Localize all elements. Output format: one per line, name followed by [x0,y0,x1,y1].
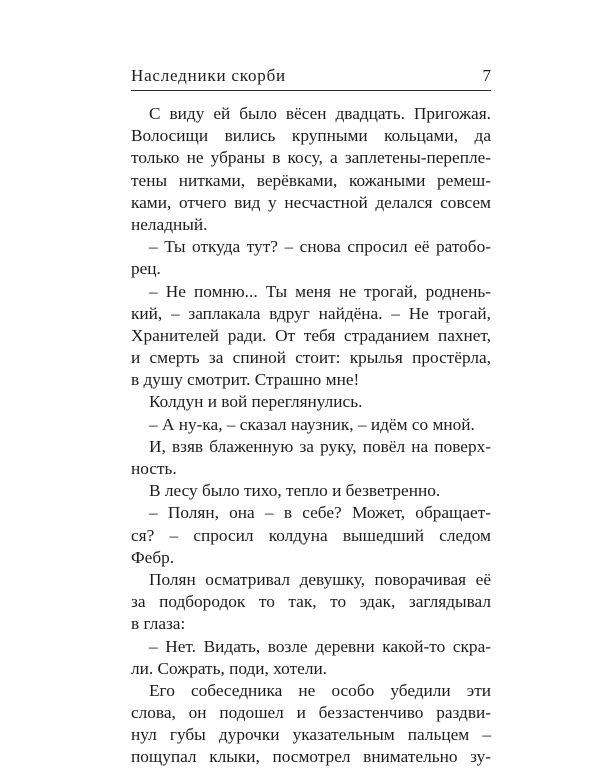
text-line: Волосищи вились крупными кольцами, да [131,126,491,146]
text-line: Колдун и вой переглянулись. [149,392,363,412]
text-line: – Ты откуда тут? – снова спросил её ратобо- [149,237,491,257]
text-line: рец. [131,259,161,279]
book-title: Наследники скорби [131,66,286,85]
text-line: ли. Сожрать, поди, хотели. [131,658,328,678]
text-line: за подбородок то так, то эдак, заглядывал [131,592,491,612]
text-line: – Полян, она – в себе? Может, обращает- [149,503,491,523]
text-line: нул губы дурочки указательным пальцем – [131,725,491,745]
running-header [131,66,491,91]
text-line: пощупал клыки, посмотрел внимательно зу- [131,747,491,767]
text-line: В лесу было тихо, тепло и безветренно. [149,481,441,501]
text-line: И, взяв блаженную за руку, повёл на поверх- [149,436,491,456]
text-line: ся? – спросил колдуна вышедший следом [131,525,491,545]
text-line: и смерть за спиной стоит: крылья простёрла, [131,348,491,368]
text-line: Его собеседника не особо убедили эти [149,680,491,700]
body-text [131,103,491,769]
text-line: в глаза: [131,614,186,634]
text-line: неладный. [131,214,208,234]
text-line: в душу смотрит. Страшно мне! [131,370,360,390]
text-line: – Нет. Видать, возле деревни какой-то скра- [149,636,491,656]
text-line: ность. [131,459,177,478]
text-line: только не убраны в косу, а заплетены-перепле- [131,148,491,168]
page-number: 7 [482,66,491,85]
text-line: Полян осматривал девушку, поворачивая её [149,569,491,589]
text-line: кий, – заплакала вдруг найдёна. – Не трогай, [131,303,491,323]
text-line: Фебр. [131,547,175,567]
text-line: тены нитками, верёвками, кожаными ремеш- [131,170,491,190]
text-line: Хранителей ради. От тебя страданием пахнет, [131,325,491,345]
text-line: ками, отчего вид у несчастной делался совсем [131,192,491,212]
text-line: слова, он подошел и беззастенчиво раздви- [131,703,491,723]
text-line: – Не помню... Ты меня не трогай, роднень- [149,281,491,301]
text-line: – А ну-ка, – сказал наузник, – идём со мной. [149,414,475,434]
text-line: С виду ей было вёсен двадцать. Пригожая. [149,104,491,123]
